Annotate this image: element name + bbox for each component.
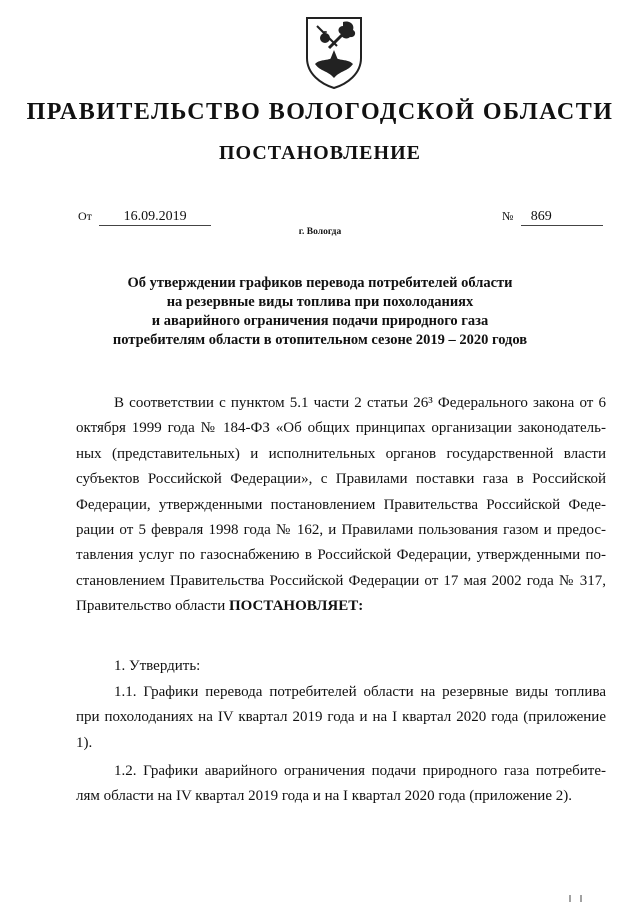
subject-line: потребителям области в отопительном сезоне 2019 – 2020 годов xyxy=(112,332,528,348)
decree-word: ПОСТАНОВЛЯЕТ: xyxy=(228,598,364,615)
preamble-line: октября 1999 года № 184-ФЗ «Об общих принципах организации законодатель- xyxy=(76,420,606,437)
preamble-line: тавления услуг по газоснабжению в Российской Федерации, утвержденными по- xyxy=(76,547,606,564)
document-date: 16.09.2019 xyxy=(99,209,211,226)
preamble-final-prefix: Правительство области xyxy=(76,598,226,615)
coat-of-arms-icon xyxy=(303,14,365,90)
item-1-2-line: 1.2. Графики аварийного ограничения подачи природного газа потребите- xyxy=(114,763,606,779)
subject-line: на резервные виды топлива при похолоданиях xyxy=(166,294,474,310)
government-title: ПРАВИТЕЛЬСТВО ВОЛОГОДСКОЙ ОБЛАСТИ xyxy=(26,99,614,125)
subject-line: Об утверждении графиков перевода потребителей области xyxy=(127,275,513,291)
document-date-row xyxy=(78,208,211,226)
item-1-1 xyxy=(76,680,606,756)
scan-mark-icon xyxy=(568,893,588,903)
preamble-line: рации от 5 февраля 1998 года № 162, и Правилами пользования газом и предос- xyxy=(76,522,606,539)
city-label: г. Вологда xyxy=(298,227,342,237)
preamble-line: становлением Правительства Российской Федерации от 17 мая 2002 года № 317, xyxy=(76,572,606,589)
item-1-2 xyxy=(76,759,606,810)
preamble-line: ных (представительных) и исполнительных органов государственной власти xyxy=(76,445,606,462)
preamble-line: Федерации, утвержденными постановлением Правительства Российской Феде- xyxy=(76,496,606,513)
number-prefix: № xyxy=(502,209,514,223)
document-number: 869 xyxy=(521,209,603,226)
item-1-1-line: 1). xyxy=(76,734,93,751)
document-number-row xyxy=(502,208,603,226)
preamble-line: В соответствии с пунктом 5.1 части 2 статьи 26³ Федерального закона от 6 xyxy=(114,395,606,411)
preamble-paragraph xyxy=(76,391,606,620)
item-1-2-line: лям области на IV квартал 2019 года и на I квартал 2020 года (приложение 2). xyxy=(76,788,572,805)
preamble-final-line xyxy=(76,594,606,619)
preamble-line: субъектов Российской Федерации», с Правилами поставки газа в Российской xyxy=(76,471,606,488)
document-type: ПОСТАНОВЛЕНИЕ xyxy=(219,142,421,164)
item-1-1-line: при похолоданиях на IV квартал 2019 года и на I квартал 2020 года (приложение xyxy=(76,709,606,726)
document-subject xyxy=(0,274,640,350)
subject-line: и аварийного ограничения подачи природного газа xyxy=(151,313,489,329)
date-prefix: От xyxy=(78,209,92,223)
item-1-1-line: 1.1. Графики перевода потребителей области на резервные виды топлива xyxy=(114,684,606,700)
item-1 xyxy=(76,654,606,679)
item-1-text: 1. Утвердить: xyxy=(114,658,201,674)
